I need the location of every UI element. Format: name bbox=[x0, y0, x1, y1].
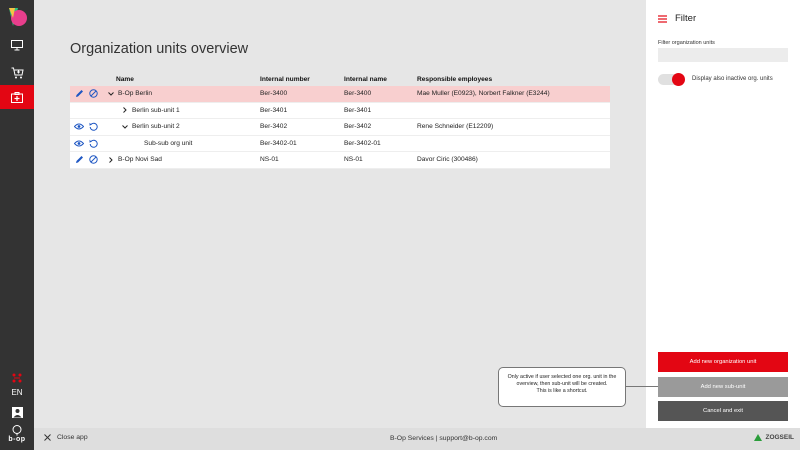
org-unit-icon bbox=[11, 92, 23, 103]
table-row[interactable] bbox=[70, 103, 610, 120]
rail-item-monitor[interactable] bbox=[0, 33, 34, 57]
row-name: Berlin sub-unit 2 bbox=[132, 123, 180, 131]
sub-unit-tooltip bbox=[498, 367, 626, 407]
row-employees: Davor Ciric (300486) bbox=[417, 156, 478, 164]
table-row[interactable] bbox=[70, 152, 610, 169]
close-icon bbox=[44, 434, 51, 441]
add-org-unit-button[interactable]: Add new organization unit bbox=[658, 352, 788, 372]
filter-org-units-input[interactable] bbox=[658, 48, 788, 62]
rail-item-org-units[interactable] bbox=[0, 85, 34, 109]
filter-panel bbox=[646, 0, 800, 428]
row-employees: Mae Muller (E0923), Norbert Falkner (E3244) bbox=[417, 90, 550, 98]
app-logo bbox=[6, 6, 28, 28]
footer-support-text: B-Op Services | support@b-op.com bbox=[390, 435, 498, 442]
org-units-table bbox=[70, 72, 610, 169]
footer-brand-label: ZOGSEIL bbox=[765, 434, 794, 441]
rail-item-network[interactable] bbox=[0, 366, 34, 390]
filter-field-label: Filter organization units bbox=[658, 40, 715, 46]
filter-header bbox=[658, 13, 696, 24]
reactivate-icon[interactable] bbox=[88, 122, 98, 132]
brand-logo-icon bbox=[754, 434, 762, 441]
help-icon bbox=[12, 425, 22, 436]
footer bbox=[34, 428, 800, 450]
reactivate-icon[interactable] bbox=[88, 138, 98, 148]
tooltip-line-2: overview, then sub-unit will be created. bbox=[516, 381, 608, 388]
row-employees: Rene Schneider (E12209) bbox=[417, 123, 494, 131]
row-internal-name: Ber-3402-01 bbox=[344, 139, 381, 147]
row-name: B-Op Novi Sad bbox=[118, 156, 162, 164]
row-internal-number: Ber-3401 bbox=[260, 106, 288, 114]
footer-brand bbox=[754, 434, 794, 441]
main-content bbox=[34, 0, 646, 428]
row-internal-name: Ber-3402 bbox=[344, 123, 372, 131]
language-selector[interactable]: EN bbox=[11, 388, 23, 397]
rail-item-cart[interactable] bbox=[0, 61, 34, 85]
tooltip-line-3: This is like a shortcut. bbox=[536, 388, 588, 395]
filter-title: Filter bbox=[675, 13, 697, 24]
row-internal-name: Ber-3401 bbox=[344, 106, 372, 114]
row-internal-number: Ber-3400 bbox=[260, 90, 288, 98]
inactive-units-toggle[interactable] bbox=[658, 74, 684, 85]
view-icon[interactable] bbox=[74, 122, 84, 132]
table-row[interactable] bbox=[70, 86, 610, 103]
add-sub-unit-button[interactable]: Add new sub-unit bbox=[658, 377, 788, 397]
cancel-exit-button[interactable]: Cancel and exit bbox=[658, 401, 788, 421]
column-header-internal-name[interactable]: Internal name bbox=[344, 75, 387, 83]
table-row[interactable] bbox=[70, 119, 610, 136]
row-internal-name: Ber-3400 bbox=[344, 90, 372, 98]
monitor-icon bbox=[11, 40, 23, 51]
network-icon bbox=[12, 373, 22, 383]
view-icon[interactable] bbox=[74, 138, 84, 148]
column-header-name[interactable]: Name bbox=[116, 75, 134, 83]
user-icon bbox=[12, 407, 23, 418]
inactive-units-toggle-label: Display also inactive org. units bbox=[692, 76, 773, 82]
table-row[interactable] bbox=[70, 136, 610, 153]
column-header-internal-number[interactable]: Internal number bbox=[260, 75, 310, 83]
row-name: B-Op Berlin bbox=[118, 90, 153, 98]
cart-icon bbox=[11, 67, 24, 79]
close-app-button[interactable] bbox=[44, 434, 88, 441]
toggle-knob bbox=[672, 73, 685, 86]
deactivate-icon[interactable] bbox=[88, 155, 98, 165]
row-internal-name: NS-01 bbox=[344, 156, 363, 164]
chevron-right-icon[interactable] bbox=[120, 107, 129, 113]
close-app-label: Close app bbox=[57, 434, 88, 441]
row-internal-number: Ber-3402-01 bbox=[260, 139, 297, 147]
chevron-down-icon[interactable] bbox=[106, 92, 115, 96]
edit-icon[interactable] bbox=[74, 155, 84, 165]
row-name: Sub-sub org unit bbox=[144, 139, 193, 147]
tooltip-line-1: Only active if user selected one org. unit in the bbox=[507, 374, 617, 380]
table-header bbox=[70, 72, 610, 86]
row-internal-number: Ber-3402 bbox=[260, 123, 288, 131]
column-header-employees[interactable]: Responsible employees bbox=[417, 75, 493, 83]
chevron-right-icon[interactable] bbox=[106, 157, 115, 163]
page-title: Organization units overview bbox=[70, 41, 249, 57]
chevron-down-icon[interactable] bbox=[120, 125, 129, 129]
left-rail bbox=[0, 0, 34, 450]
row-name: Berlin sub-unit 1 bbox=[132, 106, 180, 114]
filter-menu-icon[interactable] bbox=[658, 15, 667, 23]
edit-icon[interactable] bbox=[74, 89, 84, 99]
deactivate-icon[interactable] bbox=[88, 89, 98, 99]
tooltip-connector bbox=[626, 386, 658, 387]
brand-small: b-op bbox=[8, 436, 26, 443]
row-internal-number: NS-01 bbox=[260, 156, 279, 164]
